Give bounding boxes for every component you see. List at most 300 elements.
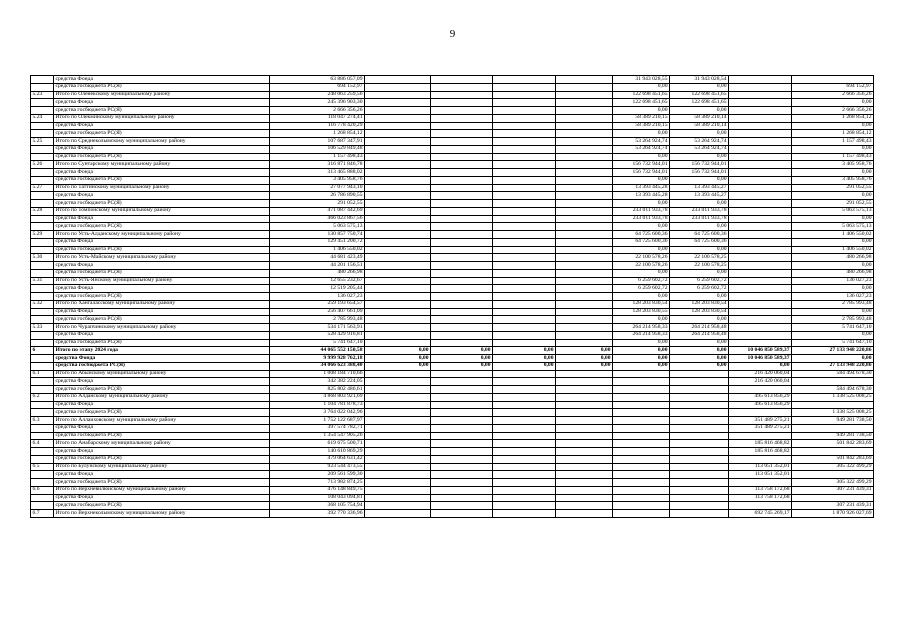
- value-cell: 1 268 854,12: [792, 130, 874, 138]
- value-cell: [729, 223, 792, 231]
- value-cell: 116 778 420,29: [270, 122, 365, 130]
- value-cell: 2 666 356,26: [792, 91, 874, 99]
- value-cell: 122 698 451,65: [613, 99, 670, 107]
- row-number-cell: [31, 432, 54, 440]
- row-name-cell: Итого по Усть-Янскому муниципальному району: [54, 277, 270, 285]
- value-cell: 10 046 850 589,37: [729, 355, 792, 363]
- value-cell: 0,00: [613, 176, 670, 184]
- value-cell: [556, 192, 613, 200]
- table-row: [31, 293, 874, 301]
- row-number-cell: [31, 176, 54, 184]
- value-cell: [556, 215, 613, 223]
- value-cell: [556, 269, 613, 277]
- value-cell: [365, 324, 431, 332]
- value-cell: 4 868 803 921,69: [270, 393, 365, 401]
- row-name-cell: средства госбюджета РС(Я): [54, 386, 270, 394]
- value-cell: [431, 393, 493, 401]
- table-row: [31, 440, 874, 448]
- value-cell: [365, 463, 431, 471]
- value-cell: 0,00: [792, 145, 874, 153]
- row-number-cell: [31, 107, 54, 115]
- value-cell: 233 011 933,78: [670, 215, 729, 223]
- value-cell: [365, 215, 431, 223]
- value-cell: 1 752 122 687,97: [270, 417, 365, 425]
- value-cell: 397 574 782,71: [270, 424, 365, 432]
- value-cell: 480 266,98: [792, 254, 874, 262]
- value-cell: [431, 114, 493, 122]
- value-cell: [729, 246, 792, 254]
- value-cell: [365, 285, 431, 293]
- value-cell: [493, 145, 556, 153]
- value-cell: [729, 169, 792, 177]
- value-cell: [556, 378, 613, 386]
- row-number-cell: [31, 331, 54, 339]
- value-cell: [431, 107, 493, 115]
- value-cell: 58 389 210,15: [613, 114, 670, 122]
- value-cell: [613, 440, 670, 448]
- value-cell: 0,00: [493, 355, 556, 363]
- value-cell: [493, 192, 556, 200]
- value-cell: [365, 238, 431, 246]
- table-row: [31, 107, 874, 115]
- value-cell: [556, 184, 613, 192]
- value-cell: [729, 262, 792, 270]
- row-number-cell: [31, 169, 54, 177]
- value-cell: [365, 184, 431, 192]
- value-cell: [493, 215, 556, 223]
- value-cell: 5 063 575,13: [792, 223, 874, 231]
- value-cell: [613, 502, 670, 510]
- value-cell: [613, 432, 670, 440]
- value-cell: [556, 122, 613, 130]
- row-number-cell: [31, 145, 54, 153]
- value-cell: [493, 300, 556, 308]
- value-cell: [493, 432, 556, 440]
- table-row: [31, 122, 874, 130]
- value-cell: 44 201 156,51: [270, 262, 365, 270]
- row-name-cell: Итого по Верхнеколымскому муниципальному району: [54, 510, 270, 518]
- value-cell: 233 011 933,78: [613, 215, 670, 223]
- table-row: [31, 207, 874, 215]
- value-cell: [670, 401, 729, 409]
- row-number-cell: 5.33: [31, 324, 54, 332]
- value-cell: [613, 479, 670, 487]
- value-cell: [493, 463, 556, 471]
- value-cell: [729, 114, 792, 122]
- value-cell: [431, 432, 493, 440]
- value-cell: 2 666 356,26: [270, 107, 365, 115]
- value-cell: [670, 440, 729, 448]
- value-cell: [556, 510, 613, 518]
- value-cell: 694 152,97: [792, 83, 874, 91]
- value-cell: [431, 455, 493, 463]
- value-cell: 44 681 423,49: [270, 254, 365, 262]
- value-cell: [365, 246, 431, 254]
- value-cell: [431, 285, 493, 293]
- value-cell: [365, 339, 431, 347]
- row-number-cell: [31, 471, 54, 479]
- row-number-cell: 6.4: [31, 440, 54, 448]
- value-cell: [493, 393, 556, 401]
- value-cell: [556, 277, 613, 285]
- table-row: [31, 130, 874, 138]
- value-cell: [493, 471, 556, 479]
- value-cell: 58 389 210,14: [670, 114, 729, 122]
- value-cell: [365, 386, 431, 394]
- row-name-cell: средства госбюджета РС(Я): [54, 432, 270, 440]
- row-name-cell: Итого по Среднеколымскому муниципальному району: [54, 138, 270, 146]
- value-cell: 528 429 916,81: [270, 331, 365, 339]
- value-cell: [613, 510, 670, 518]
- value-cell: [729, 184, 792, 192]
- value-cell: [556, 300, 613, 308]
- value-cell: [431, 502, 493, 510]
- row-name-cell: средства Фонда: [54, 401, 270, 409]
- value-cell: 5 741 647,10: [792, 339, 874, 347]
- value-cell: [729, 455, 792, 463]
- value-cell: [556, 393, 613, 401]
- value-cell: [613, 370, 670, 378]
- row-number-cell: 6.7: [31, 510, 54, 518]
- value-cell: 156 732 944,01: [670, 161, 729, 169]
- value-cell: [365, 99, 431, 107]
- value-cell: [493, 494, 556, 502]
- value-cell: [670, 393, 729, 401]
- value-cell: 291 052,55: [792, 184, 874, 192]
- value-cell: 0,00: [670, 347, 729, 355]
- value-cell: [431, 308, 493, 316]
- value-cell: 0,00: [613, 293, 670, 301]
- value-cell: [493, 114, 556, 122]
- row-number-cell: [31, 130, 54, 138]
- table-row: [31, 510, 874, 518]
- row-name-cell: средства Фонда: [54, 99, 270, 107]
- value-cell: [493, 223, 556, 231]
- value-cell: 0,00: [613, 339, 670, 347]
- row-number-cell: 5.29: [31, 231, 54, 239]
- value-cell: 307 231 439,31: [792, 502, 874, 510]
- value-cell: 0,00: [670, 293, 729, 301]
- table-row: [31, 161, 874, 169]
- row-number-cell: [31, 192, 54, 200]
- row-name-cell: Итого по Аллаиховскому муниципальному району: [54, 417, 270, 425]
- value-cell: 130 857 750,74: [270, 231, 365, 239]
- value-cell: [493, 370, 556, 378]
- value-cell: [729, 192, 792, 200]
- value-cell: [556, 339, 613, 347]
- value-cell: 0,00: [493, 347, 556, 355]
- value-cell: [365, 161, 431, 169]
- value-cell: [493, 262, 556, 270]
- value-cell: [431, 91, 493, 99]
- value-cell: [556, 107, 613, 115]
- table-row: [31, 339, 874, 347]
- value-cell: [613, 448, 670, 456]
- value-cell: [365, 138, 431, 146]
- value-cell: 0,00: [670, 362, 729, 370]
- value-cell: [431, 331, 493, 339]
- value-cell: 0,00: [729, 362, 792, 370]
- row-number-cell: [31, 215, 54, 223]
- row-name-cell: Итого по Анабарскому муниципальному району: [54, 440, 270, 448]
- value-cell: [431, 417, 493, 425]
- value-cell: [556, 169, 613, 177]
- value-cell: 209 561 599,30: [270, 471, 365, 479]
- value-cell: 53 264 924,74: [670, 145, 729, 153]
- value-cell: [556, 130, 613, 138]
- table-row: [31, 254, 874, 262]
- value-cell: 0,00: [431, 355, 493, 363]
- table-row: [31, 370, 874, 378]
- value-cell: [365, 200, 431, 208]
- table-row: [31, 386, 874, 394]
- value-cell: [613, 424, 670, 432]
- value-cell: [493, 277, 556, 285]
- value-cell: [493, 238, 556, 246]
- row-number-cell: [31, 83, 54, 91]
- row-number-cell: [31, 455, 54, 463]
- value-cell: [493, 153, 556, 161]
- row-number-cell: [31, 339, 54, 347]
- value-cell: 1 157 498,43: [792, 153, 874, 161]
- value-cell: [493, 455, 556, 463]
- value-cell: [556, 324, 613, 332]
- value-cell: 0,00: [613, 153, 670, 161]
- value-cell: [431, 494, 493, 502]
- value-cell: [431, 145, 493, 153]
- table-row: [31, 378, 874, 386]
- value-cell: [431, 200, 493, 208]
- value-cell: [493, 76, 556, 84]
- table-row: [31, 176, 874, 184]
- row-name-cell: средства госбюджета РС(Я): [54, 107, 270, 115]
- value-cell: 113 051 352,01: [729, 463, 792, 471]
- row-name-cell: средства Фонда: [54, 169, 270, 177]
- value-cell: 0,00: [365, 355, 431, 363]
- value-cell: [493, 169, 556, 177]
- value-cell: 3 405 958,76: [270, 176, 365, 184]
- value-cell: [365, 107, 431, 115]
- row-name-cell: средства госбюджета РС(Я): [54, 246, 270, 254]
- table-row: [31, 231, 874, 239]
- row-name-cell: средства госбюджета РС(Я): [54, 455, 270, 463]
- value-cell: [365, 417, 431, 425]
- value-cell: 53 264 924,74: [613, 145, 670, 153]
- value-cell: 31 943 028,54: [670, 76, 729, 84]
- value-cell: [365, 316, 431, 324]
- value-cell: 22 100 578,25: [670, 262, 729, 270]
- value-cell: [556, 455, 613, 463]
- table-row: [31, 463, 874, 471]
- row-name-cell: Итого по этапу 2024 года: [54, 347, 270, 355]
- row-number-cell: [31, 269, 54, 277]
- value-cell: 0,00: [613, 347, 670, 355]
- value-cell: 0,00: [613, 316, 670, 324]
- value-cell: 5 063 575,13: [270, 223, 365, 231]
- value-cell: [365, 440, 431, 448]
- row-number-cell: [31, 378, 54, 386]
- value-cell: 136 027,23: [270, 293, 365, 301]
- value-cell: [556, 401, 613, 409]
- value-cell: 156 732 944,01: [613, 161, 670, 169]
- table-body: [31, 76, 874, 518]
- value-cell: [493, 386, 556, 394]
- value-cell: 5 741 647,10: [270, 339, 365, 347]
- value-cell: 476 148 849,75: [270, 486, 365, 494]
- value-cell: [365, 401, 431, 409]
- value-cell: [365, 83, 431, 91]
- value-cell: 128 203 830,55: [613, 308, 670, 316]
- row-name-cell: Итого по Алданскому муниципальному району: [54, 393, 270, 401]
- value-cell: [493, 486, 556, 494]
- value-cell: 501 842 283,69: [792, 455, 874, 463]
- value-cell: [556, 285, 613, 293]
- row-number-cell: [31, 200, 54, 208]
- row-name-cell: средства Фонда: [54, 448, 270, 456]
- row-name-cell: средства госбюджета РС(Я): [54, 293, 270, 301]
- value-cell: [729, 91, 792, 99]
- row-name-cell: средства госбюджета РС(Я): [54, 316, 270, 324]
- row-name-cell: Итого по Усть-Майскому муниципальному району: [54, 254, 270, 262]
- value-cell: [792, 401, 874, 409]
- value-cell: [670, 486, 729, 494]
- row-name-cell: Итого по Олекминскому муниципальному району: [54, 114, 270, 122]
- row-number-cell: 5.28: [31, 207, 54, 215]
- value-cell: [729, 269, 792, 277]
- value-cell: [493, 130, 556, 138]
- value-cell: [431, 246, 493, 254]
- value-cell: [431, 479, 493, 487]
- value-cell: [493, 378, 556, 386]
- value-cell: 501 842 283,69: [792, 440, 874, 448]
- value-cell: [493, 207, 556, 215]
- table-row: [31, 316, 874, 324]
- value-cell: [493, 138, 556, 146]
- value-cell: [493, 122, 556, 130]
- value-cell: [431, 378, 493, 386]
- value-cell: [556, 138, 613, 146]
- value-cell: 316 871 846,78: [270, 161, 365, 169]
- row-number-cell: [31, 153, 54, 161]
- value-cell: 264 214 958,48: [670, 324, 729, 332]
- value-cell: [729, 215, 792, 223]
- value-cell: [670, 386, 729, 394]
- value-cell: 259 193 654,57: [270, 300, 365, 308]
- value-cell: [670, 463, 729, 471]
- value-cell: [729, 300, 792, 308]
- value-cell: [493, 200, 556, 208]
- value-cell: [365, 262, 431, 270]
- value-cell: [493, 510, 556, 518]
- value-cell: 0,00: [613, 223, 670, 231]
- value-cell: 2 785 993,48: [792, 300, 874, 308]
- value-cell: 0,00: [556, 362, 613, 370]
- value-cell: 118 047 274,41: [270, 114, 365, 122]
- value-cell: 0,00: [613, 362, 670, 370]
- value-cell: [493, 269, 556, 277]
- value-cell: 256 407 661,09: [270, 308, 365, 316]
- value-cell: [729, 502, 792, 510]
- value-cell: 12 519 205,44: [270, 285, 365, 293]
- value-cell: 291 052,55: [792, 200, 874, 208]
- row-number-cell: 6.3: [31, 417, 54, 425]
- table-row: [31, 347, 874, 355]
- value-cell: 9 999 928 762,18: [270, 355, 365, 363]
- page-number: 9: [449, 28, 456, 40]
- value-cell: 22 100 578,25: [670, 254, 729, 262]
- value-cell: 3 405 958,76: [792, 161, 874, 169]
- value-cell: [670, 417, 729, 425]
- value-cell: [365, 130, 431, 138]
- value-cell: 136 027,23: [792, 293, 874, 301]
- value-cell: [792, 494, 874, 502]
- row-name-cell: Итого по Верхневилюйскому муниципальному району: [54, 486, 270, 494]
- value-cell: 495 613 856,29: [729, 393, 792, 401]
- value-cell: [556, 479, 613, 487]
- row-name-cell: средства госбюджета РС(Я): [54, 502, 270, 510]
- value-cell: 113 758 172,68: [729, 494, 792, 502]
- value-cell: [613, 463, 670, 471]
- row-name-cell: средства госбюджета РС(Я): [54, 223, 270, 231]
- value-cell: [729, 83, 792, 91]
- value-cell: 305 322 499,29: [792, 479, 874, 487]
- value-cell: 53 264 924,74: [613, 138, 670, 146]
- value-cell: [556, 254, 613, 262]
- value-cell: [556, 486, 613, 494]
- value-cell: 392 770 336,96: [270, 510, 365, 518]
- row-number-cell: [31, 355, 54, 363]
- row-number-cell: [31, 238, 54, 246]
- value-cell: [365, 192, 431, 200]
- value-cell: [556, 440, 613, 448]
- row-name-cell: средства госбюджета РС(Я): [54, 339, 270, 347]
- value-cell: 0,00: [670, 355, 729, 363]
- value-cell: 140 610 869,29: [270, 448, 365, 456]
- value-cell: [729, 200, 792, 208]
- value-cell: 264 214 958,33: [613, 324, 670, 332]
- value-cell: [493, 401, 556, 409]
- table-row: [31, 153, 874, 161]
- value-cell: 216 420 060,04: [729, 378, 792, 386]
- table-row: [31, 184, 874, 192]
- row-name-cell: Итого по Сунтарскому муниципальному району: [54, 161, 270, 169]
- value-cell: 264 214 958,33: [613, 331, 670, 339]
- value-cell: 44 065 552 150,58: [270, 347, 365, 355]
- row-number-cell: 6: [31, 347, 54, 355]
- row-name-cell: средства Фонда: [54, 494, 270, 502]
- value-cell: [493, 246, 556, 254]
- row-name-cell: средства Фонда: [54, 238, 270, 246]
- value-cell: [613, 471, 670, 479]
- value-cell: [365, 231, 431, 239]
- value-cell: [729, 308, 792, 316]
- value-cell: [493, 83, 556, 91]
- value-cell: 584 494 678,30: [792, 370, 874, 378]
- value-cell: [365, 510, 431, 518]
- value-cell: [729, 207, 792, 215]
- value-cell: [670, 471, 729, 479]
- value-cell: 106 529 849,48: [270, 145, 365, 153]
- table-row: [31, 494, 874, 502]
- value-cell: 0,00: [670, 153, 729, 161]
- value-cell: 0,00: [613, 200, 670, 208]
- value-cell: [729, 122, 792, 130]
- row-name-cell: средства госбюджета РС(Я): [54, 176, 270, 184]
- table-row: [31, 417, 874, 425]
- value-cell: 58 389 210,14: [670, 122, 729, 130]
- value-cell: [431, 223, 493, 231]
- value-cell: 53 264 924,74: [670, 138, 729, 146]
